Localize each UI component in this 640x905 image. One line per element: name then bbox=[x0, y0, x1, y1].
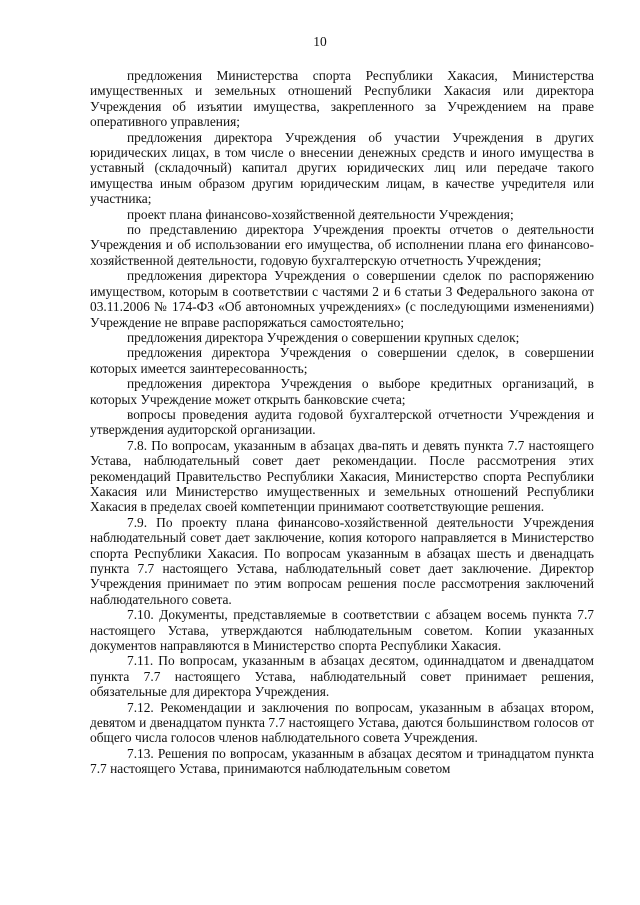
paragraph-reports-and-accounting: по представлению директора Учреждения проекты отчетов о деятельности Учреждения и об использовании его имущества, об исполнении плана его финансово-хозяйственной деятельности, годовую бухгалтерскую отчетность Учреждения; bbox=[90, 222, 594, 268]
paragraph-credit-organizations: предложения директора Учреждения о выборе кредитных организаций, в которых Учреждение может открыть банковские счета; bbox=[90, 376, 594, 407]
paragraph-clause-7-9: 7.9. По проекту плана финансово-хозяйственной деятельности Учреждения наблюдательный совет дает заключение, копия которого направляется в Министерство спорта Республики Хакасия. По вопросам указанным в абзацах шесть и двенадцать пункта 7.7 настоящего Устава, наблюдательный совет дает заключение. Директор Учреждения принимает по этим вопросам решения после рассмотрения заключений наблюдательного совета. bbox=[90, 514, 594, 607]
paragraph-interested-party-deals: предложения директора Учреждения о совершении сделок, в совершении которых имеется заинтересованность; bbox=[90, 345, 594, 376]
paragraph-financial-plan-draft: проект плана финансово-хозяйственной деятельности Учреждения; bbox=[127, 206, 514, 222]
paragraph-major-deals: предложения директора Учреждения о совершении крупных сделок; bbox=[127, 329, 520, 345]
paragraph-clause-7-10: 7.10. Документы, представляемые в соответствии с абзацем восемь пункта 7.7 настоящего Устава, утверждаются наблюдательным советом. Копии указанных документов направляются в Министерство спорта Республики Хакасия. bbox=[90, 607, 594, 654]
paragraph-clause-7-12: 7.12. Рекомендации и заключения по вопросам, указанным в абзацах втором, девятом и двенадцатом пункта 7.7 настоящего Устава, даются большинством голосов от общего числа голосов членов наблюдательного совета Учреждения. bbox=[90, 699, 594, 746]
paragraph-property-disposal-deals: предложения директора Учреждения о совершении сделок по распоряжению имуществом, которым в соответствии с частями 2 и 6 статьи 3 Федерального закона от 03.11.2006 № 174-ФЗ «Об автономных учреждениях» (с последующими изменениями) Учреждение не вправе распоряжаться самостоятельно; bbox=[90, 268, 594, 330]
document-body bbox=[90, 68, 594, 777]
paragraph-clause-7-11: 7.11. По вопросам, указанным в абзацах десятом, одиннадцатом и двенадцатом пункта 7.7 настоящего Устава, наблюдательный совет принимает решения, обязательные для директора Учреждения. bbox=[90, 653, 594, 700]
paragraph-property-withdrawal: предложения Министерства спорта Республики Хакасия, Министерства имущественных и земельных отношений Республики Хакасия или директора Учреждения об изъятии имущества, закрепленного за Учреждением на праве оперативного управления; bbox=[90, 68, 594, 130]
paragraph-clause-7-8: 7.8. По вопросам, указанным в абзацах два-пять и девять пункта 7.7 настоящего Устава, наблюдательный совет дает рекомендации. После рассмотрения этих рекомендаций Правительство Республики Хакасия, Министерство спорта Республики Хакасия или Министерство имущественных и земельных отношений Республики Хакасия в пределах своей компетенции принимают соответствующие решения. bbox=[90, 437, 594, 515]
page-number: 10 bbox=[313, 34, 327, 49]
paragraph-clause-7-13: 7.13. Решения по вопросам, указанным в абзацах десятом и тринадцатом пункта 7.7 настоящего Устава, принимаются наблюдательным советом bbox=[90, 745, 594, 777]
paragraph-audit: вопросы проведения аудита годовой бухгалтерской отчетности Учреждения и утверждения аудиторской организации. bbox=[90, 406, 594, 438]
paragraph-participation-in-legal-entities: предложения директора Учреждения об участии Учреждения в других юридических лицах, в том числе о внесении денежных средств и иного имущества в уставный (складочный) капитал других юридических лиц или передаче такого имущества иным образом другим юридическим лицам, в качестве учредителя или участника; bbox=[90, 129, 594, 207]
